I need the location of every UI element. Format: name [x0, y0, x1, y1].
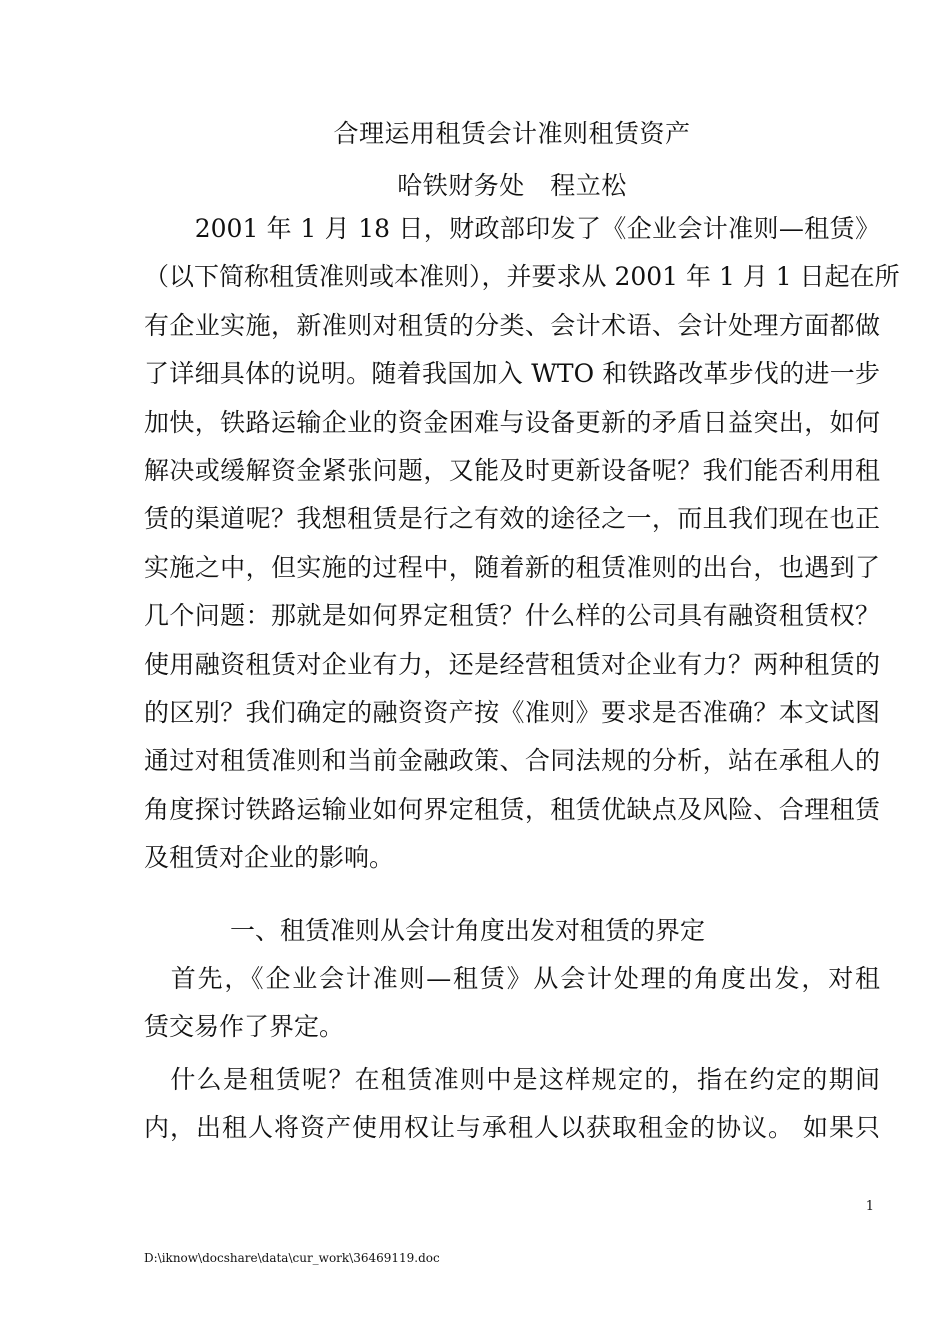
paragraph-intro [144, 205, 900, 882]
paragraph-definition [144, 1056, 880, 1153]
document-author: 哈铁财务处 程立松 [397, 171, 627, 200]
paragraph-line: 的区别？我们确定的融资资产按《准则》要求是否准确？本文试图 [144, 697, 880, 727]
paragraph-line: 及租赁对企业的影响。 [144, 843, 395, 873]
paragraph-line: 了详细具体的说明。随着我国加入 WTO 和铁路改革步伐的进一步 [144, 359, 880, 389]
paragraph-line: 通过对租赁准则和当前金融政策、合同法规的分析，站在承租人的 [144, 746, 880, 776]
document-title: 合理运用租赁会计准则租赁资产 [333, 119, 691, 148]
paragraph-definition-intro [144, 955, 880, 1052]
paragraph-line: 使用融资租赁对企业有力，还是经营租赁对企业有力？两种租赁的 [144, 649, 880, 679]
paragraph-line: 解决或缓解资金紧张问题，又能及时更新设备呢？我们能否利用租 [144, 455, 880, 485]
paragraph-line: 实施之中，但实施的过程中，随着新的租赁准则的出台，也遇到了 [144, 552, 880, 582]
paragraph-line: 2001 年 1 月 18 日，财政部印发了《企业会计准则—租赁》 [144, 214, 880, 243]
paragraph-line: 有企业实施，新准则对租赁的分类、会计术语、会计处理方面都做 [144, 310, 880, 340]
paragraph-line: 首先，《企业会计准则—租赁》从会计处理的角度出发，对租 [144, 964, 880, 993]
paragraph-line: 内，出租人将资产使用权让与承租人以获取租金的协议。 如果只 [144, 1113, 880, 1143]
paragraph-line: 赁的渠道呢？我想租赁是行之有效的途径之一，而且我们现在也正 [144, 504, 880, 534]
section-heading: 一、租赁准则从会计角度出发对租赁的界定 [230, 916, 706, 945]
paragraph-line: 什么是租赁呢？在租赁准则中是这样规定的，指在约定的期间 [144, 1065, 880, 1094]
paragraph-line: 赁交易作了界定。 [144, 1012, 345, 1042]
paragraph-line: 加快，铁路运输企业的资金困难与设备更新的矛盾日益突出，如何 [144, 407, 880, 437]
paragraph-line: （以下简称租赁准则或本准则），并要求从 2001 年 1 月 1 日起在所 [144, 262, 900, 292]
page-number: 1 [865, 1199, 874, 1214]
paragraph-line: 角度探讨铁路运输业如何界定租赁，租赁优缺点及风险、合理租赁 [144, 794, 880, 824]
paragraph-line: 几个问题：那就是如何界定租赁？什么样的公司具有融资租赁权？ [144, 601, 880, 631]
file-path: D:\iknow\docshare\data\cur_work\36469119.doc [144, 1251, 440, 1265]
